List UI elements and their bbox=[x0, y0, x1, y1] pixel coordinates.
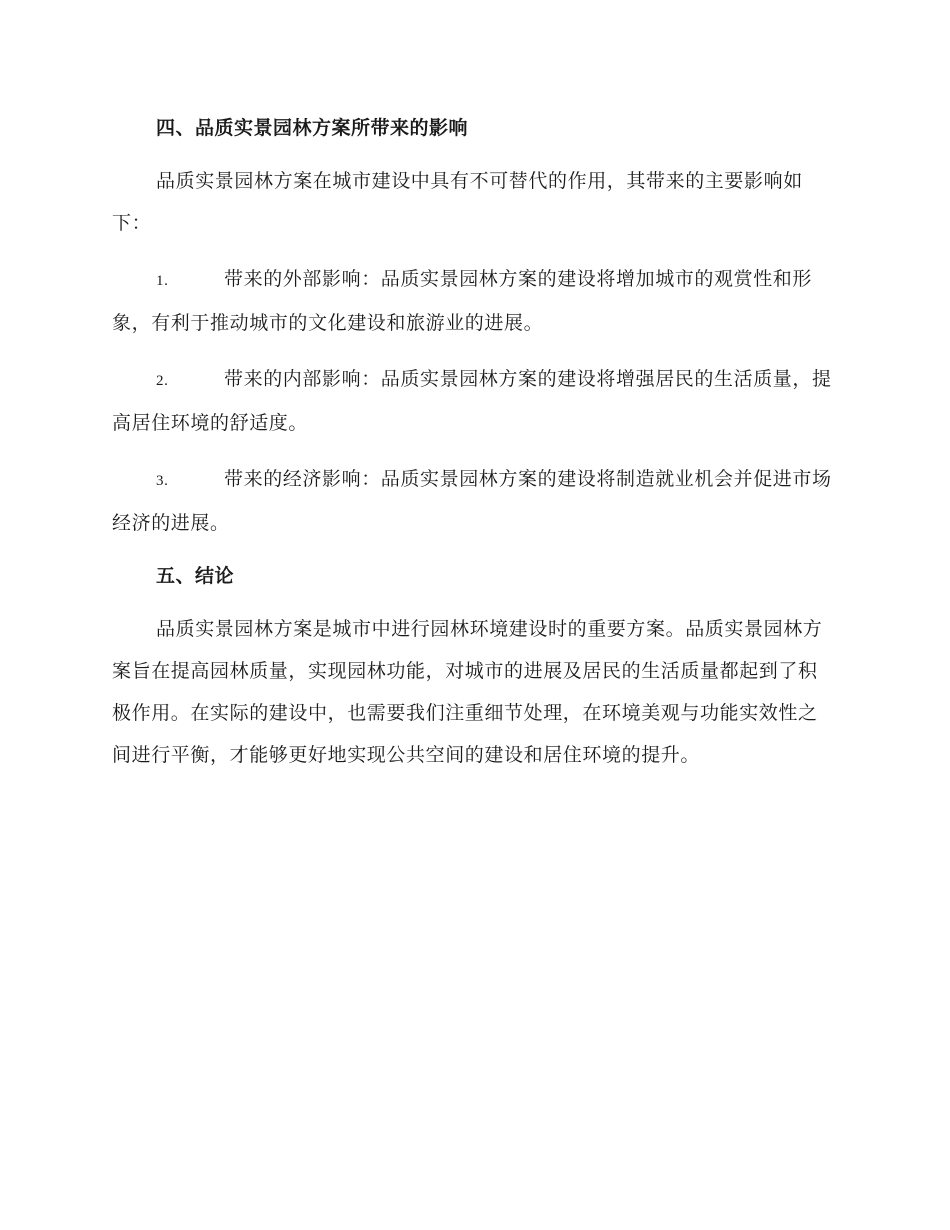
list-item-2 bbox=[112, 358, 834, 444]
list-item-3 bbox=[112, 458, 834, 544]
list-item-text: 带来的经济影响：品质实景园林方案的建设将制造就业机会并促进市场经济的进展。 bbox=[112, 468, 832, 534]
list-item-text: 带来的外部影响：品质实景园林方案的建设将增加城市的观赏性和形象，有利于推动城市的文化建设和旅游业的进展。 bbox=[112, 268, 813, 334]
list-number: 3. bbox=[156, 473, 169, 489]
section-4-intro: 品质实景园林方案在城市建设中具有不可替代的作用，其带来的主要影响如下： bbox=[112, 170, 803, 234]
list-item-text: 带来的内部影响：品质实景园林方案的建设将增强居民的生活质量，提高居住环境的舒适度。 bbox=[112, 368, 832, 434]
section-5-body: 品质实景园林方案是城市中进行园林环境建设时的重要方案。品质实景园林方案旨在提高园林质量，实现园林功能，对城市的进展及居民的生活质量都起到了积极作用。在实际的建设中，也需要我们注重细节处理，在环境美观与功能实效性之间进行平衡，才能够更好地实现公共空间的建设和居住环境的提升。 bbox=[112, 618, 823, 766]
list-item-1 bbox=[112, 258, 834, 344]
document-page bbox=[112, 108, 834, 776]
list-number: 1. bbox=[156, 273, 169, 289]
section-5-heading: 五、结论 bbox=[156, 565, 235, 587]
list-number: 2. bbox=[156, 373, 169, 389]
section-4-heading: 四、品质实景园林方案所带来的影响 bbox=[156, 117, 469, 139]
